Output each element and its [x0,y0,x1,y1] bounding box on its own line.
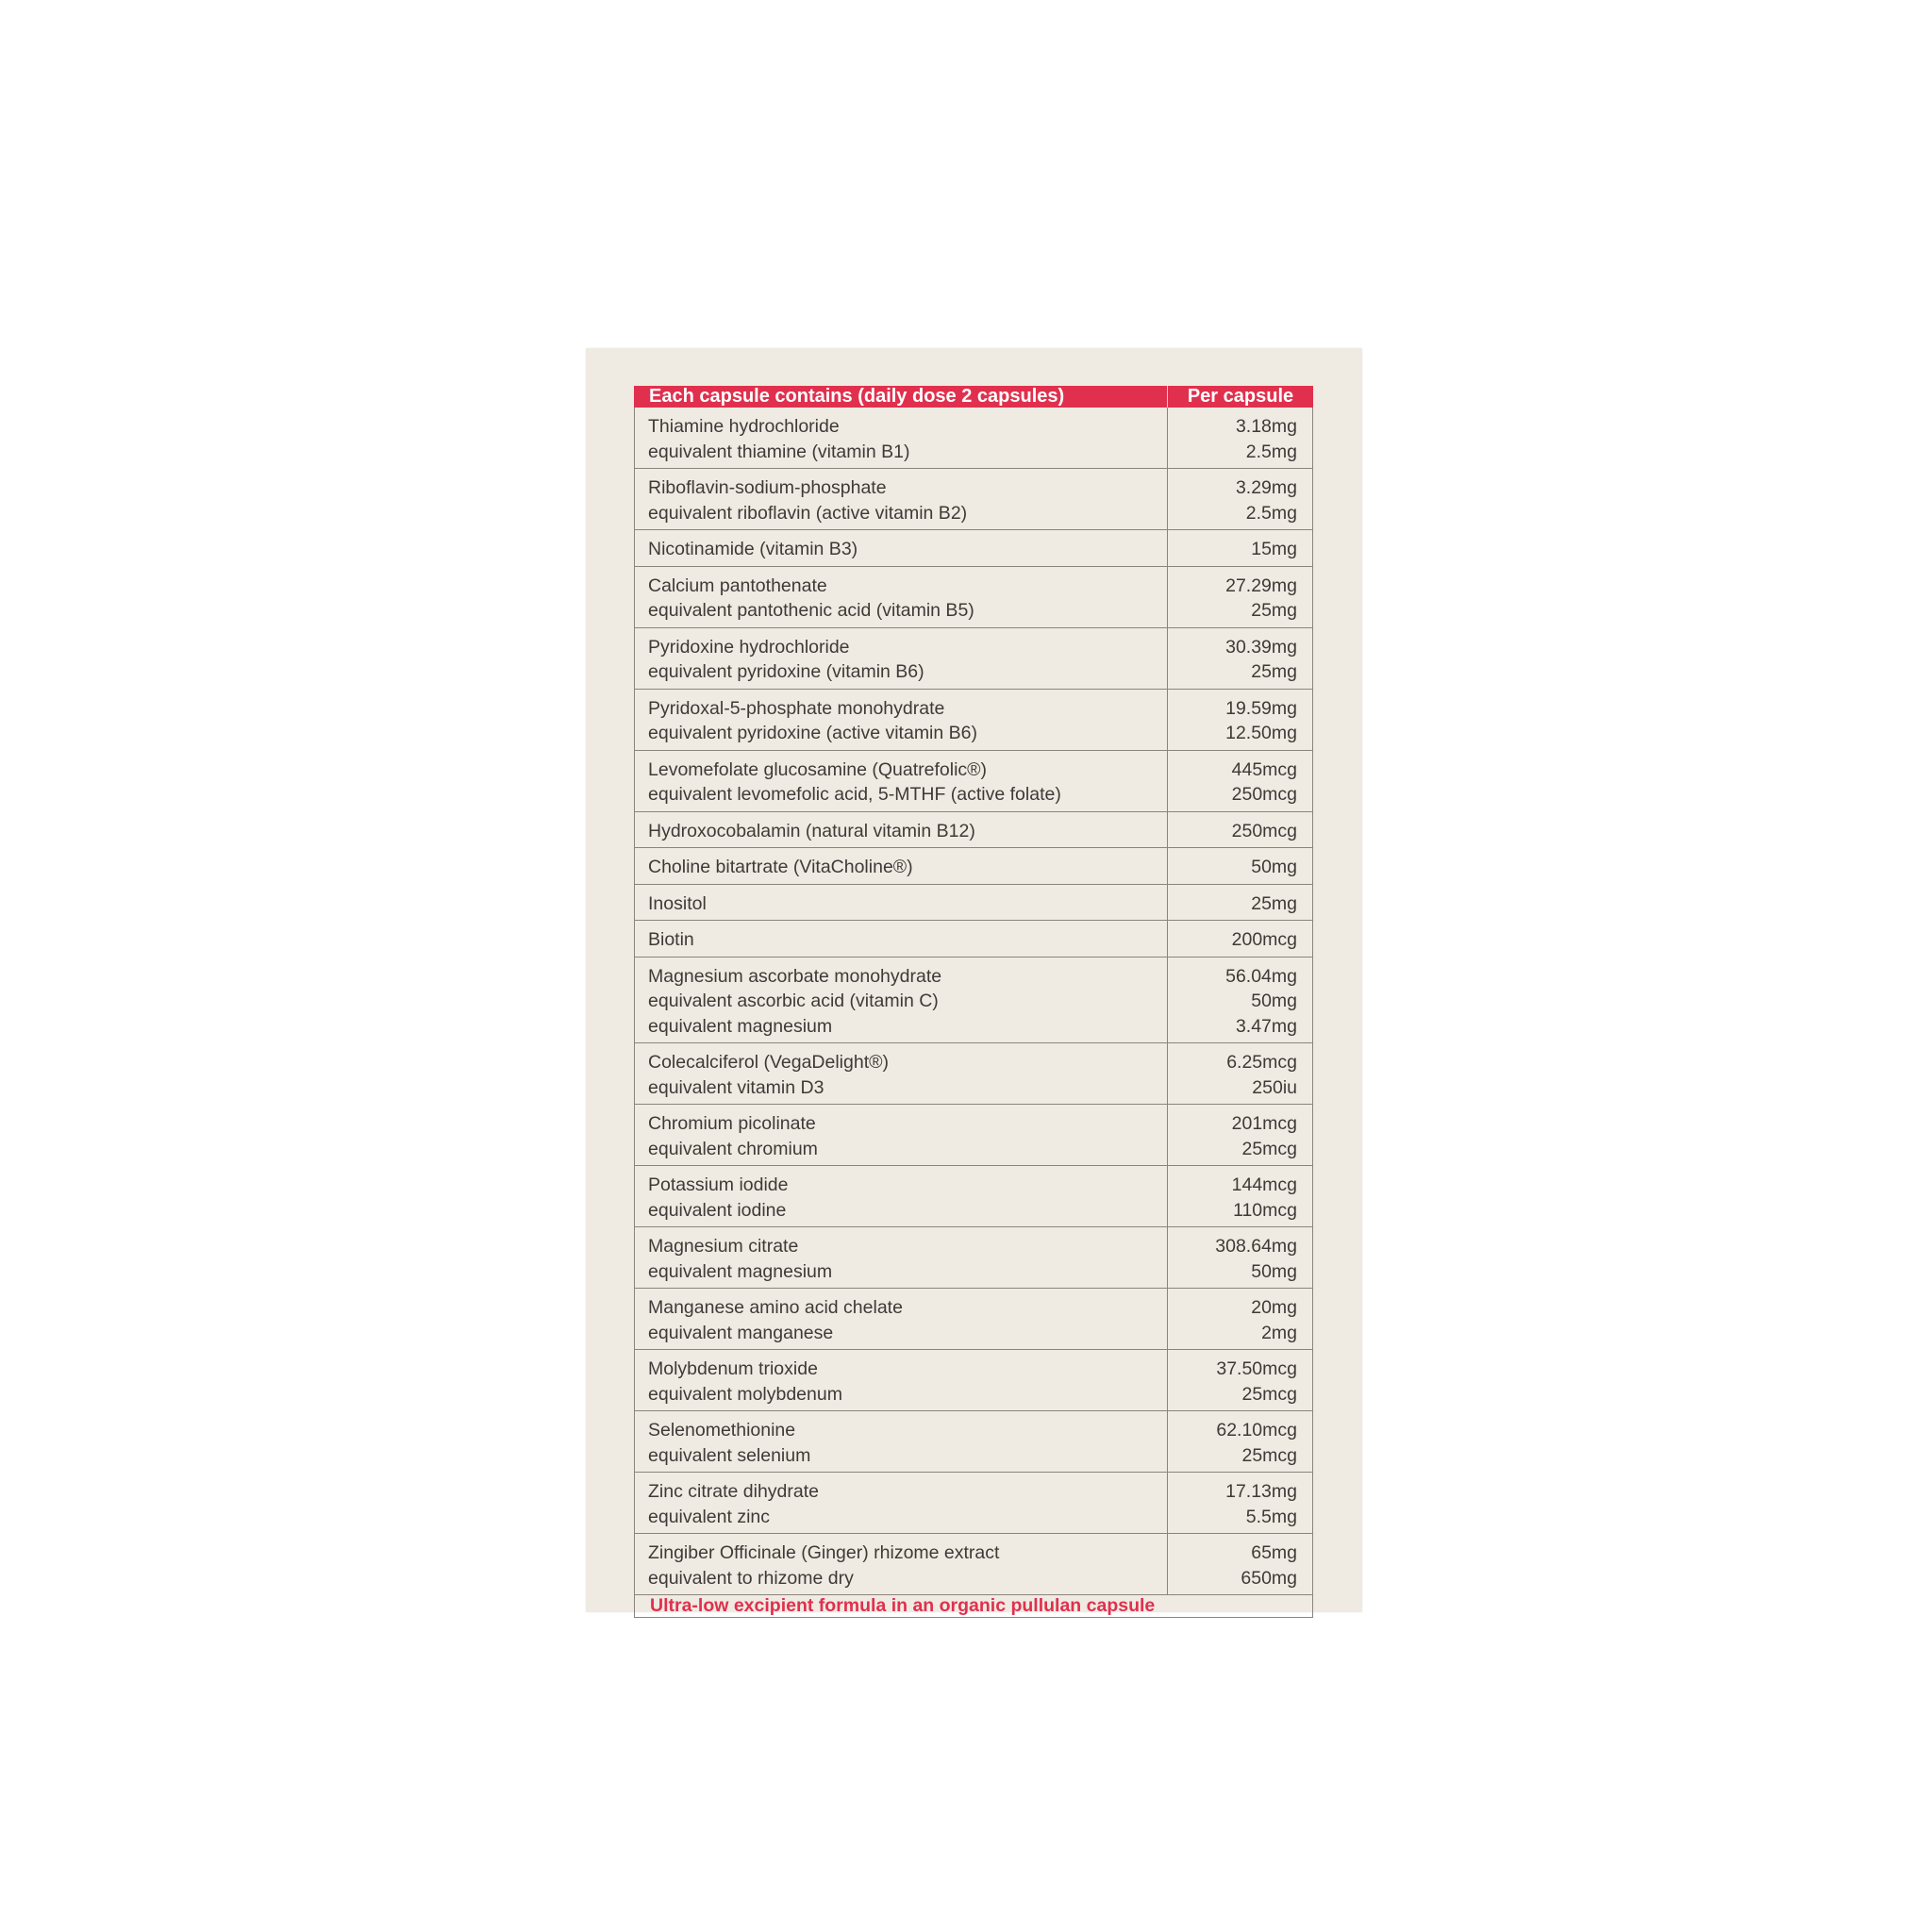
ingredient-cell [635,1105,1168,1165]
table-row [635,958,1312,1044]
ingredient-name: Colecalciferol (VegaDelight®) [648,1052,889,1073]
amount-value: 50mg [1251,1260,1297,1282]
amount-value: 20mg [1251,1297,1297,1318]
amount-cell [1168,567,1312,627]
amount-cell [1168,848,1312,884]
table-row [635,921,1312,958]
amount-cell [1168,1350,1312,1410]
amount-cell [1168,812,1312,848]
ingredient-name: Manganese amino acid chelate [648,1297,903,1318]
ingredient-name: Pyridoxine hydrochloride [648,636,850,658]
amount-value: 250mcg [1231,820,1297,841]
ingredient-name: Chromium picolinate [648,1113,816,1134]
table-row [635,469,1312,530]
ingredient-name: equivalent magnesium [648,1015,833,1037]
ingredient-name: Nicotinamide (vitamin B3) [648,539,858,559]
amount-value: 62.10mcg [1216,1420,1297,1441]
table-row [635,1534,1312,1595]
amount-cell [1168,1473,1312,1533]
header-ingredients: Each capsule contains (daily dose 2 capsules) [634,386,1168,408]
ingredient-name: Magnesium citrate [648,1236,799,1257]
ingredient-name: Hydroxocobalamin (natural vitamin B12) [648,820,975,841]
amount-value: 2.5mg [1245,502,1297,524]
table-row [635,408,1312,469]
ingredient-name: equivalent pantothenic acid (vitamin B5) [648,600,974,621]
table-row [635,1411,1312,1473]
table-row [635,567,1312,628]
ingredient-cell [635,812,1168,848]
ingredient-name: equivalent pyridoxine (vitamin B6) [648,661,924,682]
amount-cell [1168,469,1312,529]
product-box-side [586,348,1362,1616]
ingredient-cell [635,958,1168,1043]
amount-value: 50mg [1251,857,1297,877]
table-row [635,530,1312,567]
amount-cell [1168,628,1312,689]
amount-value: 6.25mcg [1226,1052,1297,1073]
ingredient-cell [635,408,1168,468]
ingredient-name: equivalent selenium [648,1444,811,1466]
ingredient-cell [635,1166,1168,1226]
amount-value: 2.5mg [1245,441,1297,462]
amount-value: 5.5mg [1245,1506,1297,1527]
amount-value: 250mcg [1231,784,1297,805]
amount-value: 25mg [1251,892,1297,914]
amount-cell [1168,1105,1312,1165]
ingredient-cell [635,1289,1168,1349]
ingredient-name: equivalent manganese [648,1322,834,1343]
amount-value: 27.29mg [1225,575,1297,596]
ingredient-cell [635,1350,1168,1410]
ingredient-name: equivalent molybdenum [648,1383,842,1405]
amount-value: 25mg [1251,600,1297,621]
table-row [635,751,1312,812]
amount-value: 25mcg [1241,1138,1297,1159]
table-row [635,628,1312,690]
table-row [635,1473,1312,1534]
amount-value: 144mcg [1231,1174,1297,1195]
table-body [634,408,1313,1595]
ingredient-name: Inositol [648,892,707,914]
amount-value: 3.47mg [1235,1015,1297,1037]
ingredient-name: Molybdenum trioxide [648,1358,818,1379]
amount-cell [1168,690,1312,750]
table-row [635,1227,1312,1289]
amount-value: 25mcg [1241,1444,1297,1466]
amount-value: 308.64mg [1215,1236,1297,1257]
amount-value: 201mcg [1231,1113,1297,1134]
ingredient-cell [635,628,1168,689]
table-row [635,885,1312,922]
amount-value: 25mg [1251,661,1297,682]
amount-value: 3.18mg [1235,416,1297,437]
table-row [635,1289,1312,1350]
amount-cell [1168,751,1312,811]
amount-value: 56.04mg [1225,965,1297,987]
table-row [635,1350,1312,1411]
amount-cell [1168,1166,1312,1226]
amount-value: 50mg [1251,991,1297,1011]
ingredient-name: Riboflavin-sodium-phosphate [648,477,887,498]
amount-value: 19.59mg [1225,697,1297,719]
ingredient-name: Biotin [648,929,694,950]
ingredient-cell [635,530,1168,566]
ingredient-name: equivalent chromium [648,1138,818,1159]
ingredient-cell [635,1227,1168,1288]
ingredient-cell [635,1411,1168,1472]
ingredient-name: Magnesium ascorbate monohydrate [648,965,942,987]
amount-value: 3.29mg [1235,477,1297,498]
amount-value: 65mg [1251,1542,1297,1563]
amount-value: 445mcg [1231,758,1297,780]
ingredient-name: equivalent magnesium [648,1260,833,1282]
amount-cell [1168,921,1312,957]
ingredient-name: equivalent iodine [648,1199,787,1221]
ingredient-name: Selenomethionine [648,1420,796,1441]
ingredient-name: equivalent ascorbic acid (vitamin C) [648,991,939,1011]
ingredient-cell [635,567,1168,627]
amount-value: 37.50mcg [1216,1358,1297,1379]
amount-value: 110mcg [1233,1199,1297,1221]
amount-value: 12.50mg [1225,723,1297,743]
table-row [635,1105,1312,1166]
amount-value: 2mg [1261,1322,1297,1343]
ingredient-name: Potassium iodide [648,1174,789,1195]
amount-value: 30.39mg [1225,636,1297,658]
ingredient-cell [635,690,1168,750]
ingredient-name: equivalent thiamine (vitamin B1) [648,441,910,462]
amount-cell [1168,1411,1312,1472]
amount-cell [1168,1534,1312,1594]
amount-cell [1168,1289,1312,1349]
ingredient-name: equivalent zinc [648,1506,770,1527]
amount-cell [1168,1227,1312,1288]
ingredient-name: equivalent to rhizome dry [648,1567,854,1589]
ingredient-name: equivalent vitamin D3 [648,1076,824,1098]
table-row [635,1166,1312,1227]
ingredient-cell [635,885,1168,921]
table-row [635,812,1312,849]
ingredient-cell [635,1043,1168,1104]
table-row [635,848,1312,885]
amount-value: 17.13mg [1225,1481,1297,1502]
table-footer-note: Ultra-low excipient formula in an organic pullulan capsule [634,1595,1313,1618]
table-row [635,690,1312,751]
header-per-capsule: Per capsule [1187,386,1294,407]
table-header [634,386,1313,408]
table-row [635,1043,1312,1105]
amount-value: 15mg [1251,539,1297,559]
ingredient-cell [635,1534,1168,1594]
amount-cell [1168,958,1312,1043]
ingredient-name: equivalent pyridoxine (active vitamin B6) [648,723,978,743]
amount-cell [1168,408,1312,468]
ingredient-name: Zingiber Officinale (Ginger) rhizome extract [648,1542,1000,1563]
ingredient-cell [635,921,1168,957]
ingredient-cell [635,1473,1168,1533]
ingredient-name: Thiamine hydrochloride [648,416,840,437]
ingredient-name: equivalent levomefolic acid, 5-MTHF (active folate) [648,784,1061,805]
supplement-facts-table [634,386,1313,1616]
amount-cell [1168,530,1312,566]
amount-value: 25mcg [1241,1383,1297,1405]
ingredient-name: Choline bitartrate (VitaCholine®) [648,857,913,877]
amount-value: 200mcg [1231,929,1297,950]
amount-cell [1168,1043,1312,1104]
ingredient-name: Pyridoxal-5-phosphate monohydrate [648,697,945,719]
amount-value: 650mg [1241,1567,1297,1589]
ingredient-cell [635,469,1168,529]
ingredient-name: Calcium pantothenate [648,575,827,596]
ingredient-name: Zinc citrate dihydrate [648,1481,819,1502]
ingredient-name: equivalent riboflavin (active vitamin B2) [648,502,968,524]
amount-value: 250iu [1252,1076,1297,1098]
amount-cell [1168,885,1312,921]
ingredient-name: Levomefolate glucosamine (Quatrefolic®) [648,758,988,780]
ingredient-cell [635,848,1168,884]
ingredient-cell [635,751,1168,811]
